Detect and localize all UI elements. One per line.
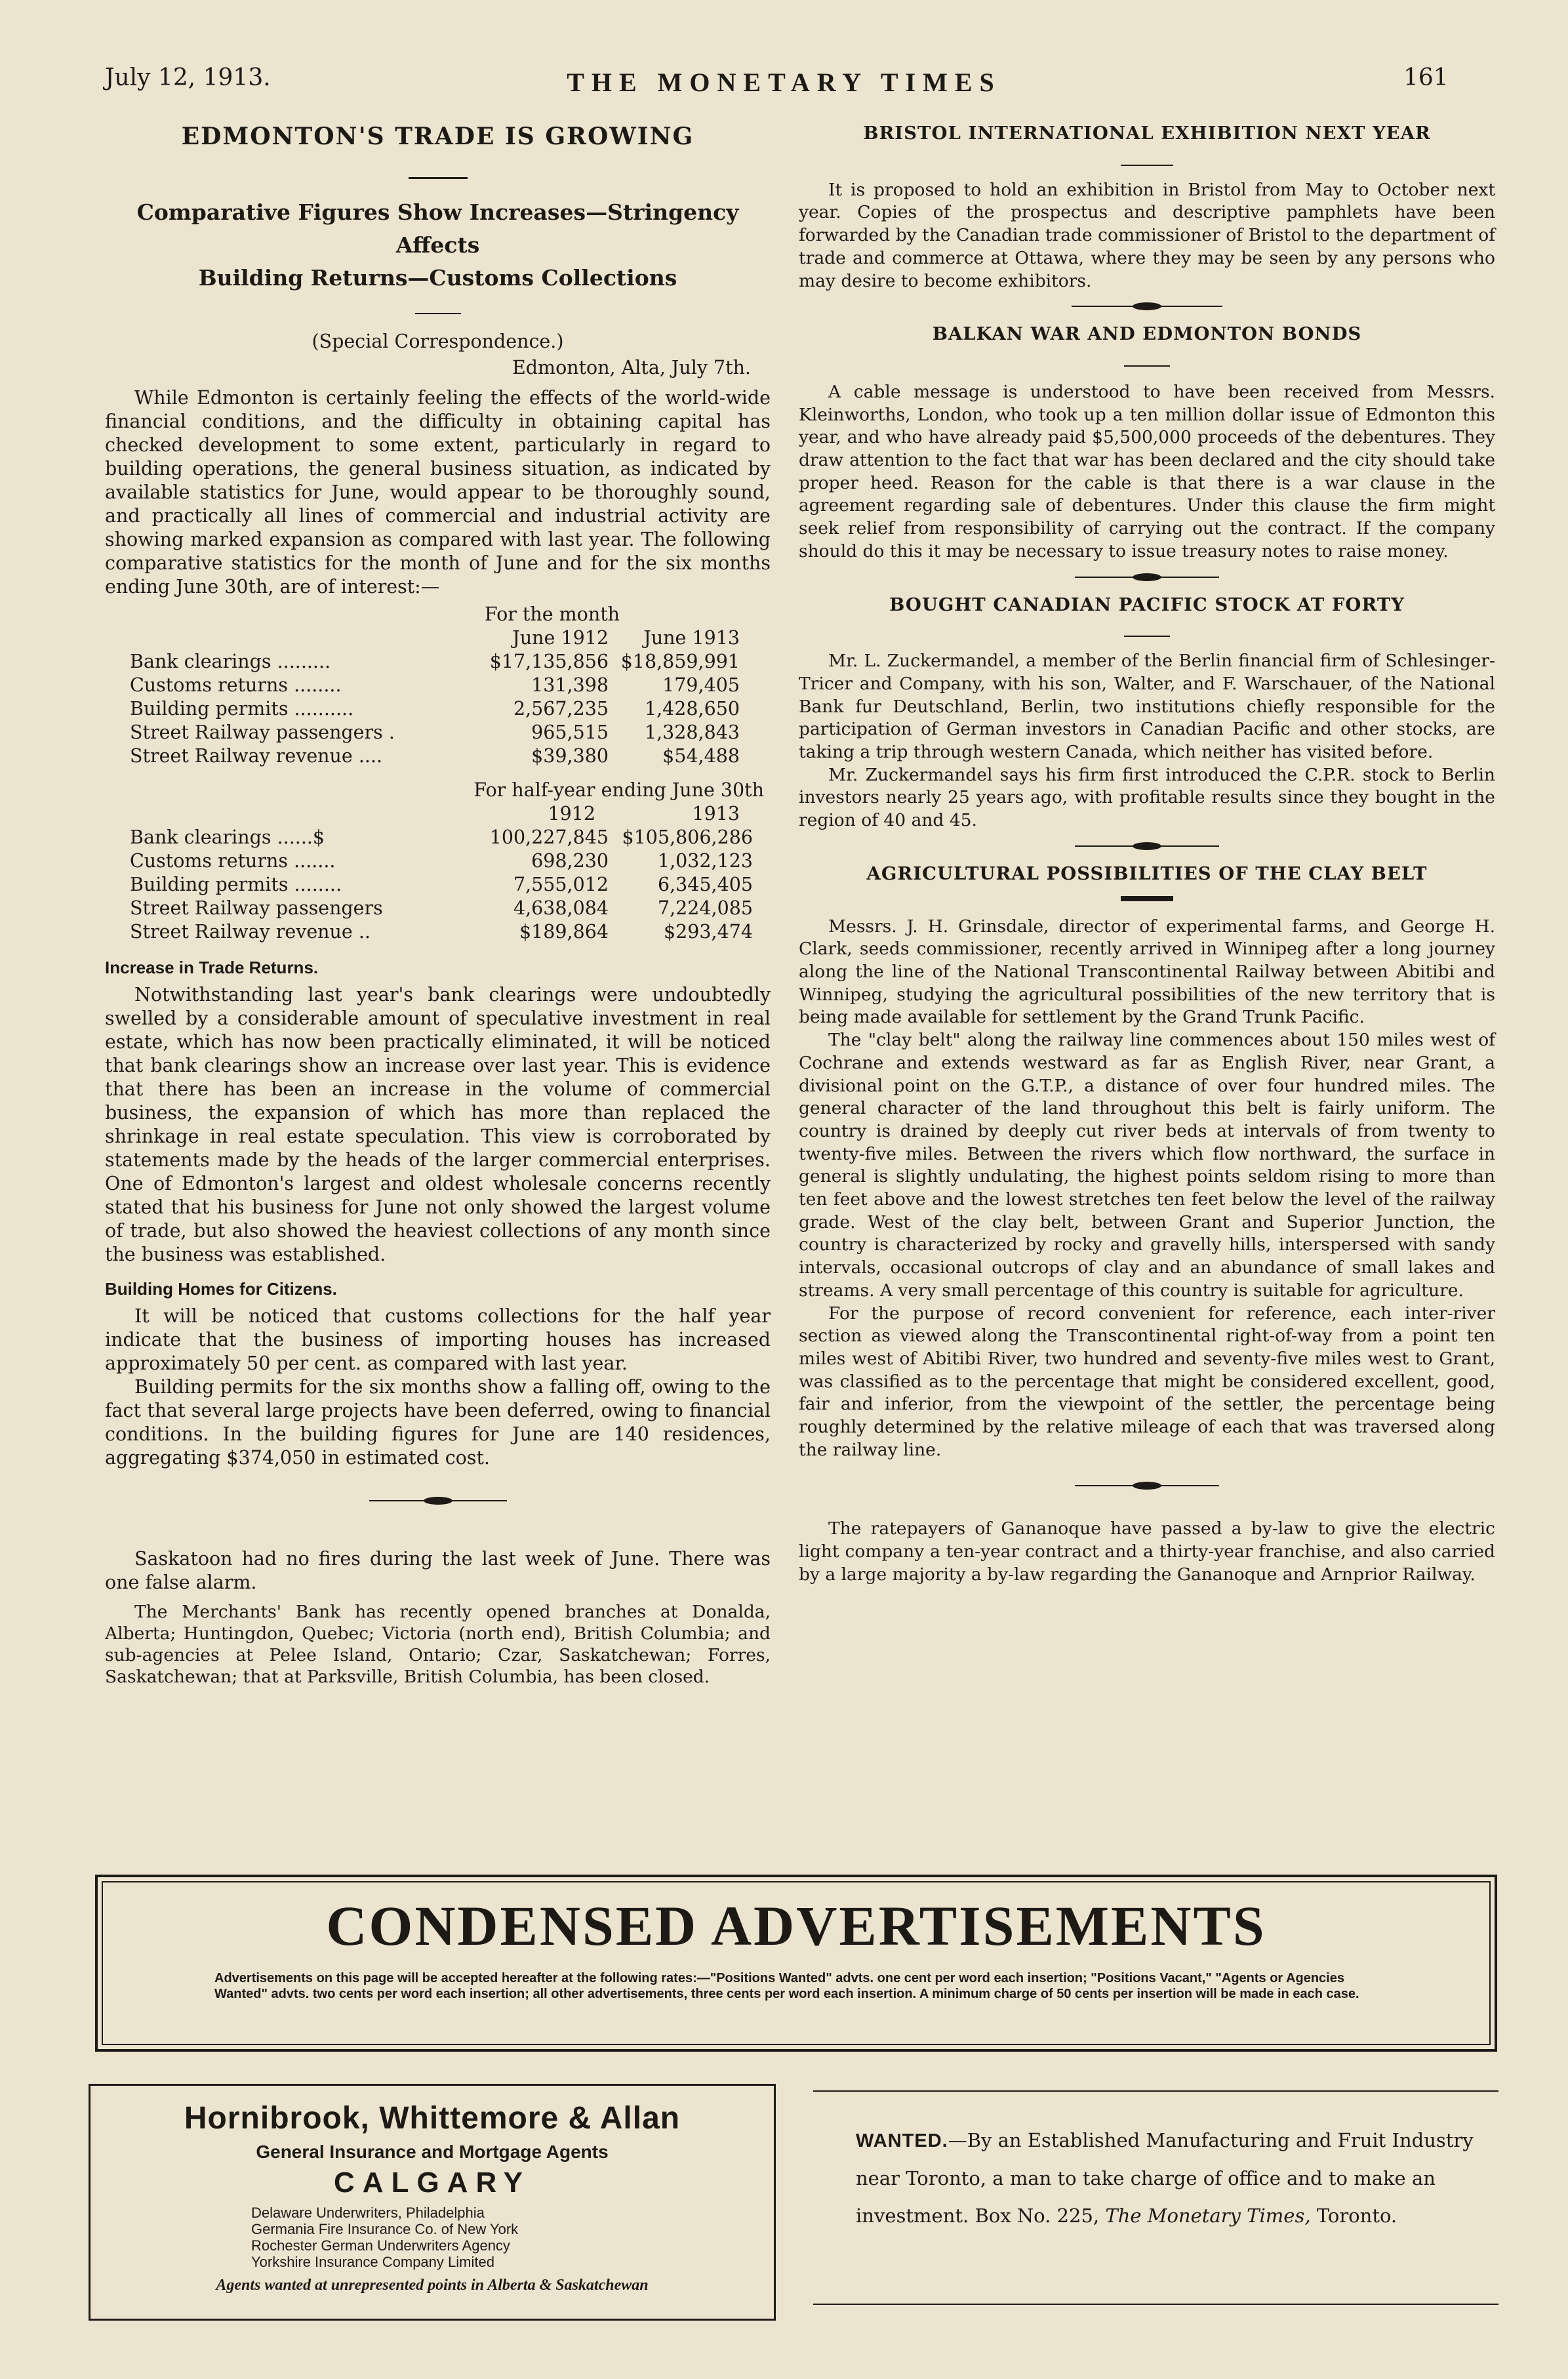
paragraph: Mr. Zuckermandel says his firm first introduced the C.P.R. stock to Berlin investors nearly 25 years ago, with profitable results since they bought in the region of 40 and 45. (799, 764, 1495, 831)
edmonton-title: EDMONTON'S TRADE IS GROWING (181, 123, 694, 150)
table-month (130, 626, 740, 768)
hornibrook-ad (89, 2084, 776, 2321)
ornament-rule (1072, 300, 1222, 312)
paragraph: For the purpose of record convenient for reference, each inter-river section as viewed along the Transcontinental right-of-way from a point ten miles west of Abitibi River, two hundred and seventy-five miles west to Grant, was classified as to the percentage that might be considered excellent, good, fair and inferior, from the viewpoint of the settler, the percentage being roughly determined by the relative mileage of each that was traversed along the railway line. (799, 1303, 1495, 1460)
paragraph: Messrs. J. H. Grinsdale, director of experimental farms, and George H. Clark, seeds commissioner, recently arrived in Winnipeg after a long journey along the line of the National Transcontinental Railway between Abitibi and Winnipeg, studying the agricultural possibilities of the new territory that is being made available for settlement by the Grand Trunk Pacific. (799, 916, 1495, 1028)
masthead: THE MONETARY TIMES (567, 68, 1001, 97)
ornament-rule (1075, 1480, 1219, 1492)
wanted-ad (856, 2122, 1498, 2235)
subheading-homes: Building Homes for Citizens. (105, 1279, 337, 1299)
dateline: Edmonton, Alta, July 7th. (512, 357, 751, 378)
paragraph: The "clay belt" along the railway line commences about 150 miles west of Cochrane and extends westward as far as English River, near Grant, a divisional point on the G.T.P., a distance of over four hundred miles. The general character of the land throughout this belt is fairly uniform. The country is drained by deeply cut river beds at intervals of from twenty to twenty-five miles. Between the rivers which flow northward, the surface in general is slightly undulating, the highest points seldom rising to more than ten feet above and the lowest stretches ten feet below the level of the railway grade. West of the clay belt, between Grant and Superior Junction, the country is characterized by rocky and gravelly hills, interspersed with sandy intervals, occasional outcrops of clay and an abundance of small lakes and streams. A very small percentage of this country is suitable for agriculture. (799, 1030, 1495, 1301)
ad-footer: Agents wanted at unrepresented points in Alberta & Saskatchewan (216, 2277, 649, 2294)
wanted-text: —By an Established Manufacturing and Fruit Industry near Toronto, a man to take charge of office and to make an investment. Box No. 225, (856, 2129, 1474, 2227)
issue-date: July 12, 1913. (105, 64, 271, 91)
table-row: Building permits ........ 7,555,012 6,345,405 (130, 874, 753, 895)
rule (1121, 165, 1173, 166)
page-number: 161 (1403, 64, 1449, 91)
right-column (799, 122, 1495, 1587)
col-header: June 1912 (512, 627, 609, 649)
list-item: Rochester German Underwriters Agency (251, 2237, 510, 2254)
rule (415, 313, 461, 314)
ad-firm-name: Hornibrook, Whittemore & Allan (184, 2101, 681, 2136)
rule (1124, 636, 1170, 637)
wanted-label: WANTED. (856, 2130, 948, 2151)
table-row: Street Railway passengers 4,638,084 7,224,085 (130, 897, 753, 919)
rule (409, 177, 468, 179)
condensed-ads-title: CONDENSED ADVERTISEMENTS (326, 1894, 1266, 1957)
ornament-rule (1075, 571, 1219, 583)
wanted-publication: The Monetary Times, (1105, 2205, 1311, 2227)
cpr-title: BOUGHT CANADIAN PACIFIC STOCK AT FORTY (889, 594, 1405, 615)
table-row: Bank clearings ......... $17,135,856 $18,859,991 (130, 651, 740, 672)
rule (813, 2090, 1498, 2092)
ornament-rule (1075, 840, 1219, 852)
table-month-caption: For the month (484, 603, 620, 625)
left-column (105, 125, 771, 1688)
paragraph: It will be noticed that customs collections for the half year indicate that the business of importing houses has increased approximately 50 per cent. as compared with last year. (105, 1305, 771, 1374)
rule (813, 2304, 1498, 2305)
list-item: Delaware Underwriters, Philadelphia (251, 2205, 485, 2221)
byline: (Special Correspondence.) (312, 331, 564, 352)
table-row: Customs returns ....... 698,230 1,032,123 (130, 850, 753, 872)
paragraph: A cable message is understood to have been received from Messrs. Kleinworths, London, who took up a ten million dollar issue of Edmonton this year, and who have already paid $5,500,000 proceeds of the debentures. They draw attention to the fact that war has been declared and the city should take proper heed. Reason for the cable is that there is a war clause in the agreement regarding sale of debentures. Under this clause the firm might seek relief from responsibility of carrying out the contract. If the company should do this it may be necessary to issue treasury notes to raise money. (799, 381, 1495, 561)
condensed-ads-box (95, 1875, 1497, 2052)
rule (1124, 365, 1170, 367)
paragraph: It is proposed to hold an exhibition in Bristol from May to October next year. Copies of the prospectus and descriptive pamphlets have been forwarded by the Canadian trade commissioner of Bristol to the department of trade and commerce at Ottawa, where they may be seen by any persons who may desire to become exhibitors. (799, 179, 1495, 291)
paragraph: The Merchants' Bank has recently opened branches at Donalda, Alberta; Huntingdon, Quebec; Victoria (north end), British Columbia; and sub-agencies at Pelee Island, Ontario; Czar, Saskatchewan; Forres, Saskatchewan; that at Parksville, British Columbia, has been closed. (105, 1602, 771, 1687)
paragraph: Notwithstanding last year's bank clearings were undoubtedly swelled by a considerable amount of speculative investment in real estate, which has now been practically eliminated, it will be noticed that bank clearings show an increase over last year. This is evidence that there has been an increase in the volume of commercial business, the expansion of which has more than replaced the shrinkage in real estate speculation. This view is corroborated by statements made by the heads of the larger commercial enterprises. One of Edmonton's largest and oldest wholesale concerns recently stated that his business for June not only showed the largest volume of trade, but also showed the heaviest collections of any month since the business was established. (105, 984, 771, 1265)
balkan-title: BALKAN WAR AND EDMONTON BONDS (932, 323, 1362, 345)
bristol-title: BRISTOL INTERNATIONAL EXHIBITION NEXT YEAR (863, 123, 1431, 144)
paragraph: The ratepayers of Gananoque have passed a by-law to give the electric light company a ten-year contract and a thirty-year franchise, and also carried by a large majority a by-law regarding the Gananoque and Arnprior Railway. (799, 1518, 1495, 1585)
paragraph: Mr. L. Zuckermandel, a member of the Berlin financial firm of Schlesinger-Tricer and Company, with his son, Walter, and F. Warschauer, of the National Bank fur Deutschland, Berlin, two institutions chiefly responsible for the participation of German investors in Canadian Pacific and other stocks, are taking a trip through western Canada, which neither has visited before. (799, 651, 1495, 763)
table-row: Customs returns ........ 131,398 179,405 (130, 674, 740, 696)
table-half-caption: For half-year ending June 30th (473, 779, 764, 801)
ornament-rule (369, 1495, 507, 1507)
table-half (130, 802, 753, 944)
ads-rates-text: Advertisements on this page will be accepted hereafter at the following rates:—"Positions Wanted" advts. one cent per word each insertion; "Positions Vacant," "Agents or Agencies Wanted" advts. two cents per word each insertion; all other advertisements, three cents per word each insertion. A minimum charge of 50 cents per insertion will be made in each case. (214, 1971, 1359, 2001)
table-row: Street Railway revenue .... $39,380 $54,488 (130, 745, 740, 767)
edmonton-subtitle-2: Building Returns—Customs Collections (198, 265, 677, 291)
table-row: Bank clearings ......$ 100,227,845 $105,806,286 (130, 826, 753, 848)
col-header: 1913 (692, 803, 740, 824)
table-row: Building permits .......... 2,567,235 1,428,650 (130, 698, 740, 720)
col-header: 1912 (548, 803, 595, 824)
intro-paragraph: While Edmonton is certainly feeling the effects of the world-wide financial conditions, and the difficulty in obtaining capital has checked development to some extent, particularly in regard to building operations, the general business situation, as indicated by available statistics for June, would appear to be thoroughly sound, and practically all lines of commercial and industrial activity are showing marked expansion as compared with last year. The following comparative statistics for the month of June and for the six months ending June 30th, are of interest:— (105, 387, 771, 598)
ad-firm-subtitle: General Insurance and Mortgage Agents (256, 2142, 609, 2162)
list-item: Germania Fire Insurance Co. of New York (251, 2221, 519, 2237)
table-row: Street Railway passengers . 965,515 1,328,843 (130, 722, 740, 743)
wanted-tail: Toronto. (1316, 2205, 1397, 2227)
col-header: June 1913 (643, 627, 740, 649)
table-row: Street Railway revenue .. $189,864 $293,474 (130, 921, 753, 943)
rule (1121, 896, 1173, 901)
paragraph: Building permits for the six months show a falling off, owing to the fact that several large projects have been deferred, owing to financial conditions. In the building figures for June are 140 residences, aggregating $374,050 in estimated cost. (105, 1376, 771, 1469)
subheading-trade: Increase in Trade Returns. (105, 958, 319, 977)
paragraph: Saskatoon had no fires during the last week of June. There was one false alarm. (105, 1548, 771, 1593)
ad-firm-city: CALGARY (334, 2166, 531, 2199)
ad-agency-list (251, 2205, 774, 2270)
clay-belt-title: AGRICULTURAL POSSIBILITIES OF THE CLAY BELT (866, 863, 1428, 884)
list-item: Yorkshire Insurance Company Limited (251, 2254, 494, 2270)
edmonton-subtitle-1: Comparative Figures Show Increases—Stringency Affects (136, 199, 739, 258)
